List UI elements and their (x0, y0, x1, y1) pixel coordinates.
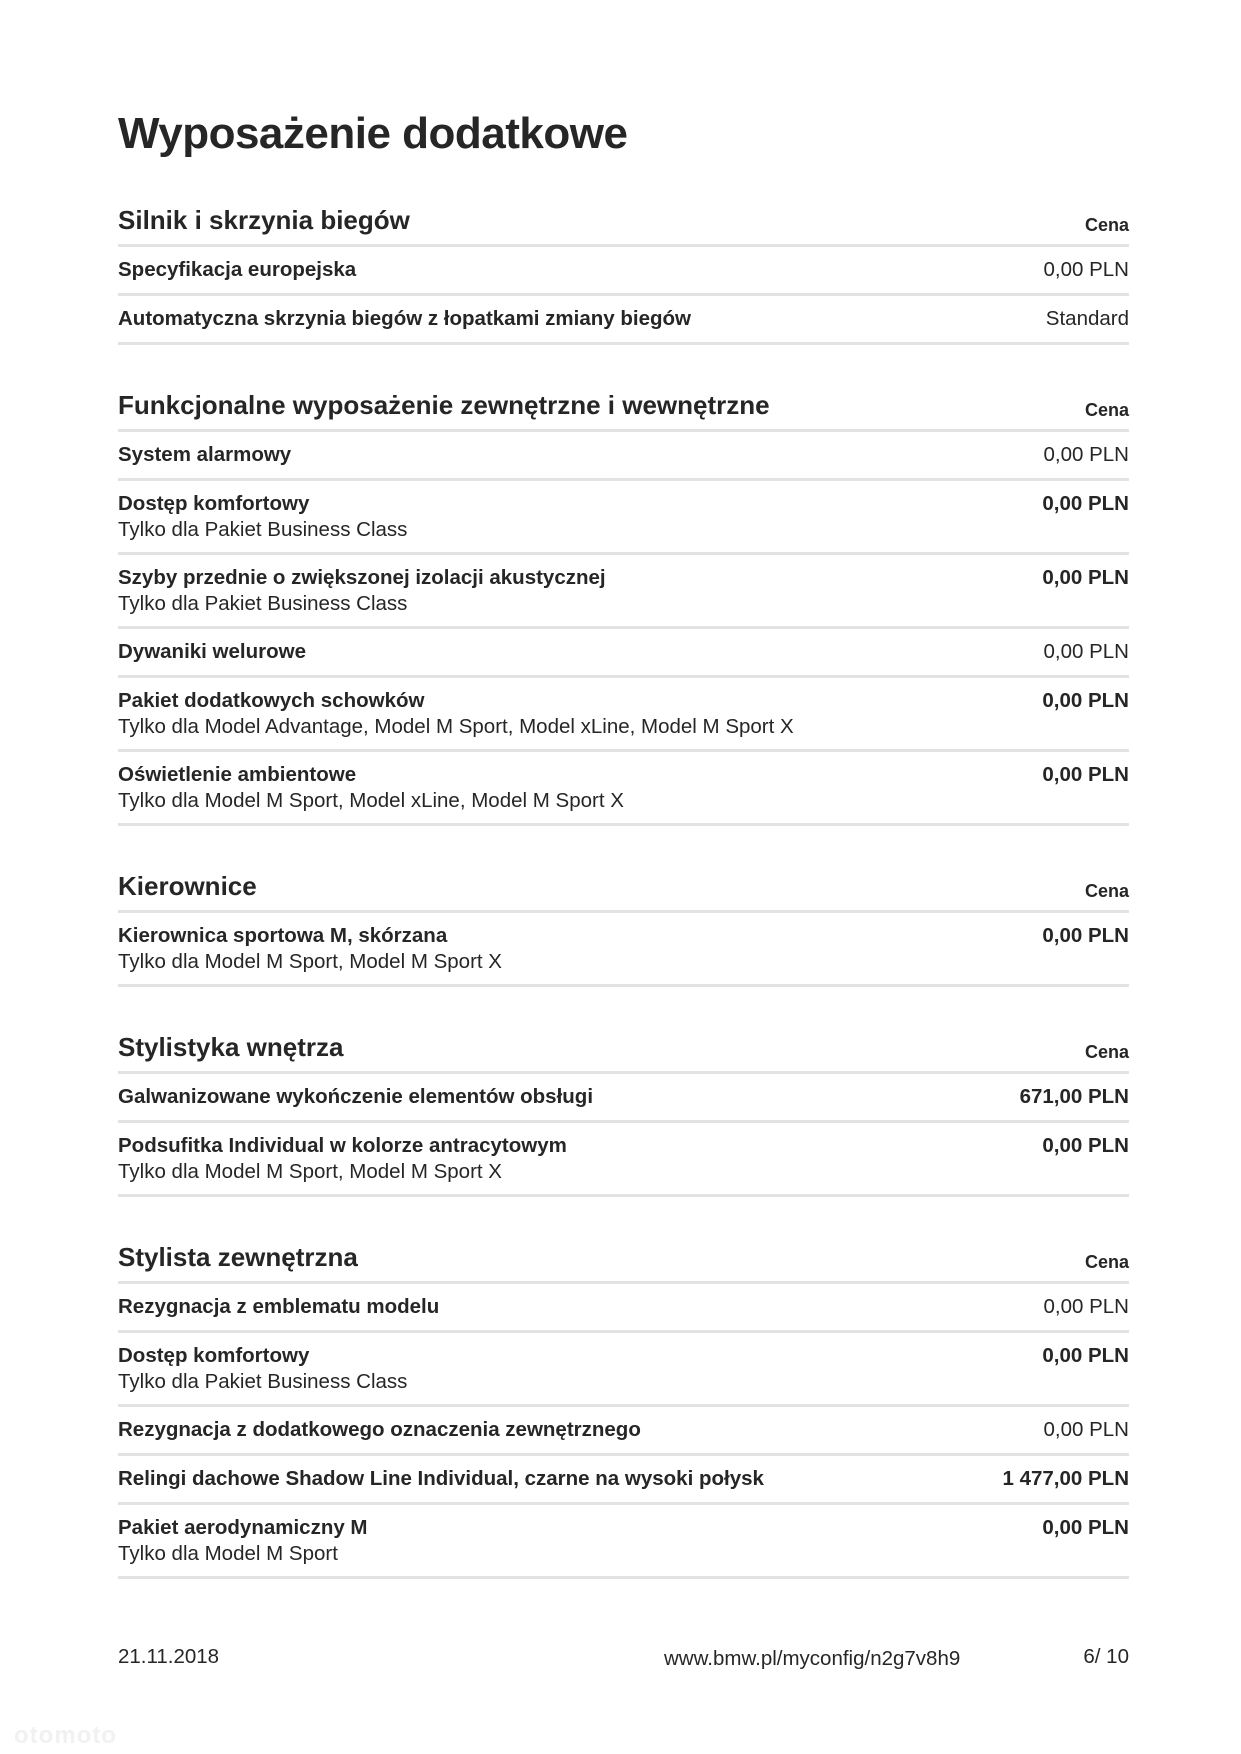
section-header (118, 204, 1129, 247)
equipment-row (118, 1505, 1129, 1579)
equipment-section (118, 870, 1129, 987)
section-header (118, 870, 1129, 913)
equipment-name: System alarmowy (118, 443, 292, 466)
price-column-header: Cena (1084, 400, 1129, 420)
equipment-price: 0,00 PLN (1042, 566, 1129, 589)
equipment-name: Rezygnacja z dodatkowego oznaczenia zewnętrznego (118, 1418, 641, 1441)
equipment-price: 0,00 PLN (1042, 763, 1129, 786)
price-column-header: Cena (1084, 1042, 1129, 1062)
equipment-note: Tylko dla Pakiet Business Class (118, 518, 408, 541)
equipment-note: Tylko dla Model M Sport, Model xLine, Model M Sport X (118, 789, 624, 812)
equipment-row (118, 432, 1129, 481)
equipment-row (118, 752, 1129, 826)
equipment-section (118, 1241, 1129, 1579)
equipment-row (118, 1407, 1129, 1456)
section-header (118, 1241, 1129, 1284)
equipment-row (118, 296, 1129, 345)
equipment-note: Tylko dla Pakiet Business Class (118, 592, 408, 615)
section-title: Stylista zewnętrzna (118, 1242, 358, 1272)
equipment-text (118, 1515, 368, 1566)
equipment-text (118, 762, 624, 813)
equipment-text (118, 1417, 641, 1443)
equipment-name: Dywaniki welurowe (118, 640, 306, 663)
equipment-section (118, 1031, 1129, 1197)
equipment-note: Tylko dla Pakiet Business Class (118, 1370, 408, 1393)
equipment-row (118, 481, 1129, 555)
footer-page-number: 6/ 10 (1083, 1645, 1129, 1668)
section-header (118, 389, 1129, 432)
section-title: Stylistyka wnętrza (118, 1032, 344, 1062)
equipment-text (118, 1294, 439, 1320)
section-header (118, 1031, 1129, 1074)
equipment-text (118, 1466, 764, 1492)
equipment-price: 0,00 PLN (1043, 1418, 1129, 1441)
equipment-note: Tylko dla Model M Sport (118, 1542, 338, 1565)
section-title: Kierownice (118, 871, 257, 901)
equipment-price: 0,00 PLN (1042, 924, 1129, 947)
equipment-text (118, 688, 794, 739)
equipment-note: Tylko dla Model M Sport, Model M Sport X (118, 950, 502, 973)
equipment-text (118, 491, 407, 542)
equipment-text (118, 442, 291, 468)
equipment-text (118, 1084, 593, 1110)
equipment-name: Automatyczna skrzynia biegów z łopatkami zmiany biegów (118, 307, 691, 330)
equipment-section (118, 389, 1129, 826)
equipment-row (118, 1456, 1129, 1505)
equipment-text (118, 1133, 567, 1184)
equipment-text (118, 565, 606, 616)
equipment-price: 671,00 PLN (1019, 1085, 1129, 1108)
equipment-name: Relingi dachowe Shadow Line Individual, czarne na wysoki połysk (118, 1467, 764, 1490)
equipment-row (118, 247, 1129, 296)
equipment-name: Dostęp komfortowy (118, 1344, 310, 1367)
equipment-name: Szyby przednie o zwiększonej izolacji akustycznej (118, 566, 606, 589)
equipment-name: Oświetlenie ambientowe (118, 763, 357, 786)
watermark-logo: otomoto (14, 1722, 117, 1749)
price-column-header: Cena (1084, 1252, 1129, 1272)
equipment-name: Rezygnacja z emblematu modelu (118, 1295, 440, 1318)
equipment-text (118, 639, 306, 665)
equipment-name: Galwanizowane wykończenie elementów obsługi (118, 1085, 594, 1108)
equipment-row (118, 1074, 1129, 1123)
section-title: Silnik i skrzynia biegów (118, 205, 410, 235)
equipment-text (118, 923, 502, 974)
price-column-header: Cena (1084, 215, 1129, 235)
equipment-price: 0,00 PLN (1043, 1295, 1129, 1318)
equipment-price: 0,00 PLN (1042, 492, 1129, 515)
equipment-text (118, 306, 691, 332)
equipment-price: 0,00 PLN (1042, 1516, 1129, 1539)
page-title: Wyposażenie dodatkowe (118, 109, 628, 158)
equipment-section (118, 204, 1129, 345)
equipment-row (118, 1333, 1129, 1407)
equipment-name: Dostęp komfortowy (118, 492, 310, 515)
price-column-header: Cena (1084, 881, 1129, 901)
equipment-text (118, 1343, 407, 1394)
equipment-price: 0,00 PLN (1042, 689, 1129, 712)
equipment-row (118, 1123, 1129, 1197)
equipment-row (118, 1284, 1129, 1333)
equipment-name: Pakiet aerodynamiczny M (118, 1516, 368, 1539)
equipment-text (118, 257, 356, 283)
equipment-price: 0,00 PLN (1043, 258, 1129, 281)
equipment-sections (118, 204, 1129, 1623)
equipment-name: Pakiet dodatkowych schowków (118, 689, 425, 712)
equipment-name: Podsufitka Individual w kolorze antracytowym (118, 1134, 567, 1157)
equipment-note: Tylko dla Model Advantage, Model M Sport, Model xLine, Model M Sport X (118, 715, 794, 738)
equipment-row (118, 555, 1129, 629)
equipment-row (118, 678, 1129, 752)
equipment-price: 0,00 PLN (1042, 1344, 1129, 1367)
equipment-note: Tylko dla Model M Sport, Model M Sport X (118, 1160, 502, 1183)
equipment-price: 0,00 PLN (1043, 443, 1129, 466)
footer-date: 21.11.2018 (118, 1645, 220, 1668)
equipment-name: Kierownica sportowa M, skórzana (118, 924, 448, 947)
equipment-price: 1 477,00 PLN (1002, 1467, 1129, 1490)
equipment-price: 0,00 PLN (1042, 1134, 1129, 1157)
equipment-price: 0,00 PLN (1043, 640, 1129, 663)
equipment-row (118, 629, 1129, 678)
equipment-price: Standard (1045, 307, 1129, 330)
footer-url[interactable]: www.bmw.pl/myconfig/n2g7v8h9 (664, 1647, 961, 1670)
equipment-name: Specyfikacja europejska (118, 258, 357, 281)
section-title: Funkcjonalne wyposażenie zewnętrzne i wewnętrzne (118, 390, 770, 420)
equipment-row (118, 913, 1129, 987)
